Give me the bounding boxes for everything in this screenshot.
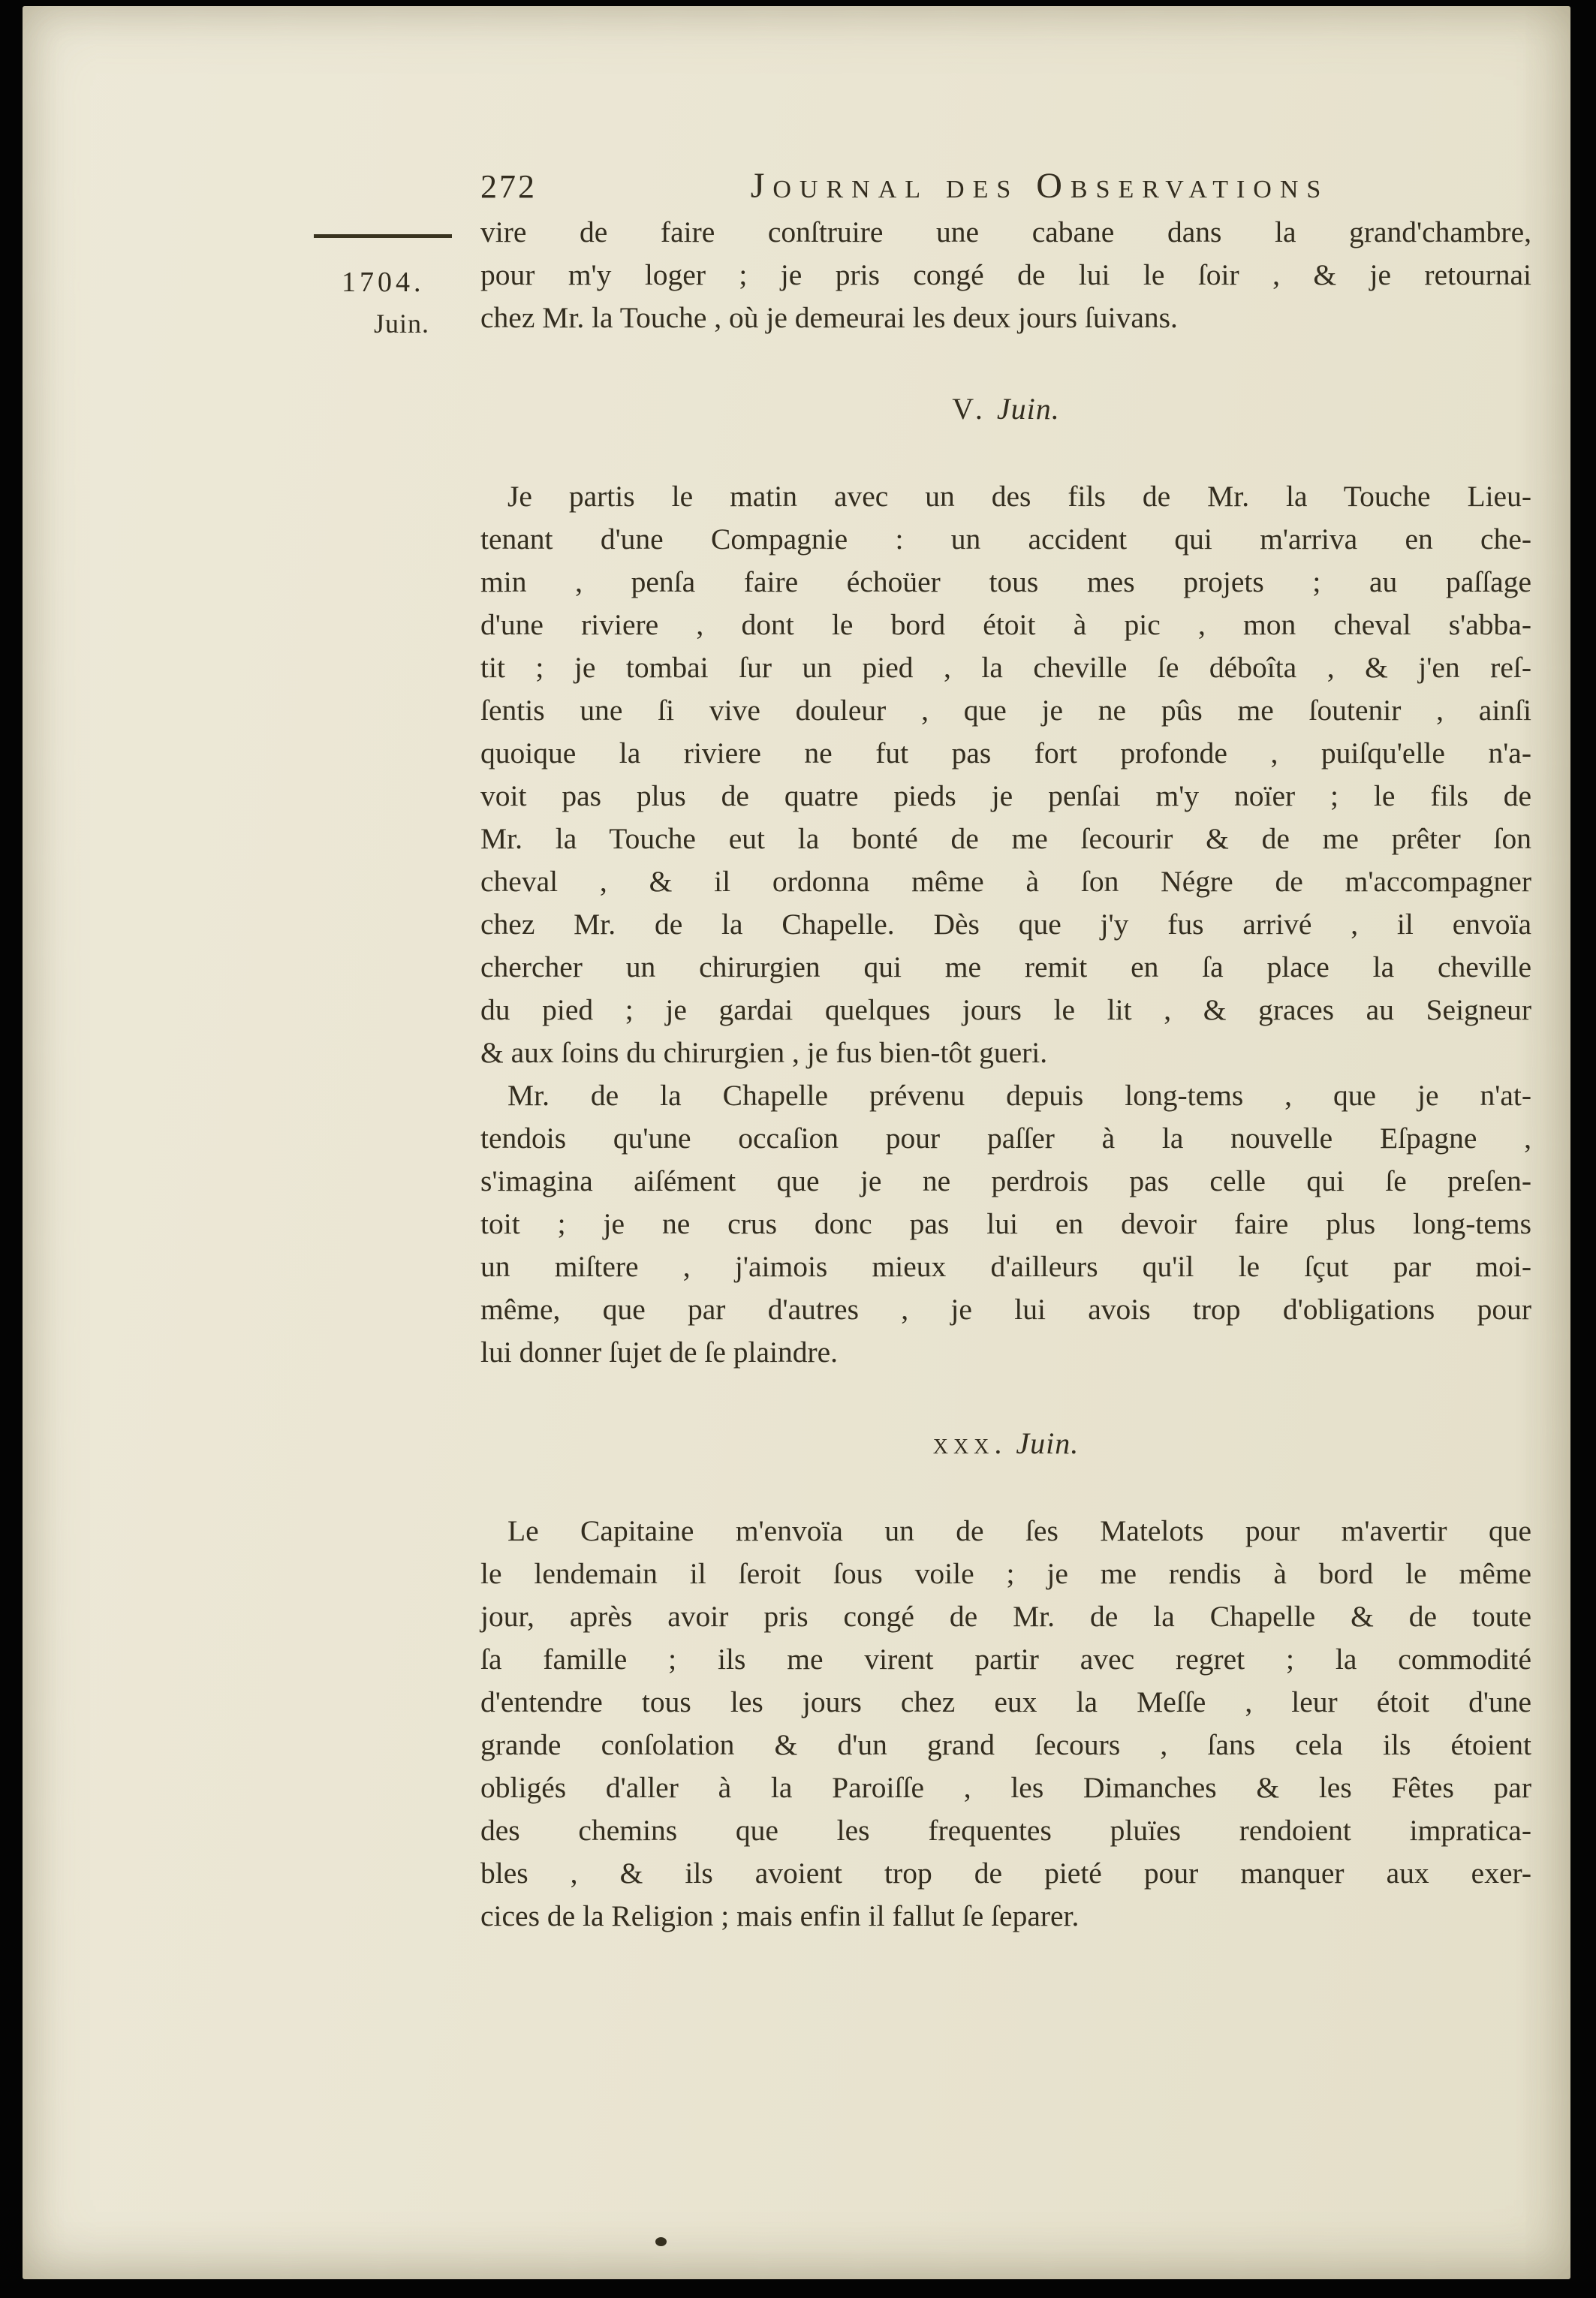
text-line: pour m'y loger ; je pris congé de lui le ſoir , & je retournai <box>480 258 1531 291</box>
heading-month: Juin. <box>1016 1426 1080 1460</box>
margin-note-month: Juin. <box>374 309 430 339</box>
text-line: Mr. de la Chapelle prévenu depuis long-tems , que je n'at- <box>507 1079 1531 1112</box>
text-line: & aux ſoins du chirurgien , je fus bien-tôt gueri. <box>480 1036 1048 1069</box>
margin-note-year: 1704. <box>342 267 425 298</box>
paragraph <box>480 1510 1531 1938</box>
text-line: jour, après avoir pris congé de Mr. de la Chapelle & de toute <box>480 1600 1531 1633</box>
book-page <box>23 6 1570 2279</box>
heading-month: Juin. <box>996 392 1060 426</box>
text-block <box>480 6 1531 1938</box>
text-line: Je partis le matin avec un des fils de Mr. la Touche Lieu- <box>507 480 1531 513</box>
text-line: du pied ; je gardai quelques jours le lit , & graces au Seigneur <box>480 993 1531 1026</box>
page-number: 272 <box>480 168 537 205</box>
paragraph <box>480 1074 1531 1374</box>
text-line: tendois qu'une occaſion pour paſſer à la nouvelle Eſpagne , <box>480 1122 1531 1155</box>
page-header <box>480 165 1531 206</box>
section-heading <box>480 387 1531 430</box>
text-line: tenant d'une Compagnie : un accident qui m'arriva en che- <box>480 523 1531 556</box>
text-line: Mr. la Touche eut la bonté de me ſecourir & de me prêter ſon <box>480 822 1531 855</box>
text-line: min , penſa faire échoüer tous mes projets ; au paſſage <box>480 565 1531 598</box>
text-line: grande conſolation & d'un grand ſecours , ſans cela ils étoient <box>480 1728 1531 1761</box>
text-line: s'imagina aiſément que je ne perdrois pas celle qui ſe preſen- <box>480 1164 1531 1197</box>
text-line: cices de la Religion ; mais enfin il fallut ſe ſeparer. <box>480 1899 1080 1932</box>
section-heading <box>480 1422 1531 1465</box>
ink-spot <box>655 2237 667 2246</box>
paragraph <box>480 211 1531 339</box>
text-line: même, que par d'autres , je lui avois trop d'obligations pour <box>480 1293 1531 1326</box>
text-line: voit pas plus de quatre pieds je penſai m'y noïer ; le fils de <box>480 779 1531 812</box>
text-line: un miſtere , j'aimois mieux d'ailleurs qu'il le ſçut par moi- <box>480 1250 1531 1283</box>
text-line: chercher un chirurgien qui me remit en ſa place la cheville <box>480 950 1531 983</box>
paragraph <box>480 475 1531 1074</box>
margin-rule <box>314 234 452 238</box>
text-line: quoique la riviere ne fut pas fort profonde , puiſqu'elle n'a- <box>480 736 1531 770</box>
heading-numeral: xxx. <box>932 1426 1007 1460</box>
text-line: cheval , & il ordonna même à ſon Négre de m'accompagner <box>480 865 1531 898</box>
text-line: lui donner ſujet de ſe plaindre. <box>480 1336 839 1369</box>
text-line: toit ; je ne crus donc pas lui en devoir faire plus long-tems <box>480 1207 1531 1240</box>
text-line: des chemins que les frequentes pluïes rendoient impratica- <box>480 1814 1531 1847</box>
text-line: tit ; je tombai ſur un pied , la cheville ſe déboîta , & j'en reſ- <box>480 651 1531 684</box>
text-line: d'entendre tous les jours chez eux la Meſſe , leur étoit d'une <box>480 1685 1531 1718</box>
text-line: ſa famille ; ils me virent partir avec regret ; la commodité <box>480 1643 1531 1676</box>
text-line: chez Mr. la Touche , où je demeurai les deux jours ſuivans. <box>480 301 1178 334</box>
text-line: vire de faire conſtruire une cabane dans la grand'chambre, <box>480 215 1531 248</box>
text-line: obligés d'aller à la Paroiſſe , les Dimanches & les Fêtes par <box>480 1771 1531 1804</box>
text-line: Le Capitaine m'envoïa un de ſes Matelots pour m'avertir que <box>507 1514 1531 1547</box>
text-column <box>480 211 1531 1938</box>
heading-numeral: V. <box>952 392 988 426</box>
text-line: ſentis une ſi vive douleur , que je ne pûs me ſoutenir , ainſi <box>480 694 1531 727</box>
text-line: chez Mr. de la Chapelle. Dès que j'y fus arrivé , il envoïa <box>480 908 1531 941</box>
text-line: bles , & ils avoient trop de pieté pour manquer aux exer- <box>480 1857 1531 1890</box>
text-line: d'une riviere , dont le bord étoit à pic , mon cheval s'abba- <box>480 608 1531 641</box>
text-line: le lendemain il ſeroit ſous voile ; je me rendis à bord le même <box>480 1557 1531 1590</box>
running-title: Journal des Observations <box>750 166 1329 206</box>
